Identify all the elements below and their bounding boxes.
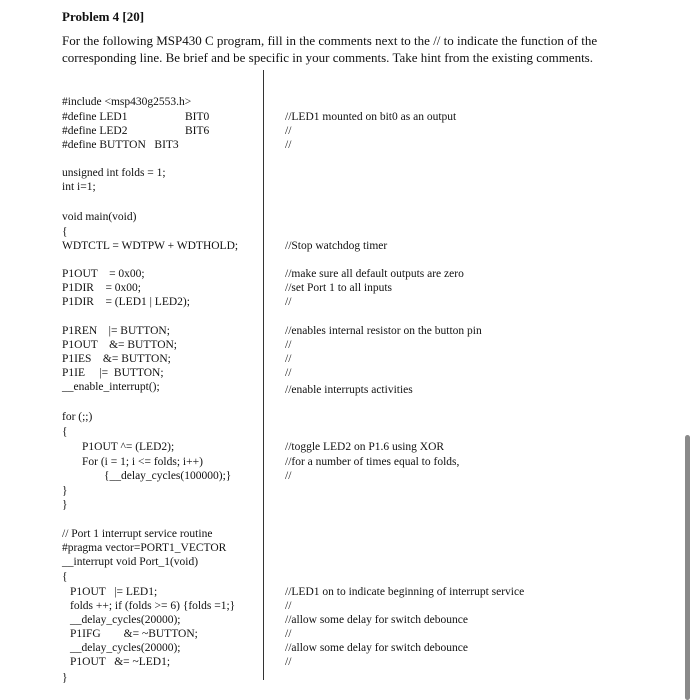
comment-folds-increment: //: [285, 600, 292, 612]
comment-p1ren: //enables internal resistor on the button pin: [285, 325, 482, 337]
code-include: #include <msp430g2553.h>: [62, 96, 192, 108]
code-define-led2: #define LED2: [62, 125, 128, 137]
comment-enable-interrupt: //enable interrupts activities: [285, 384, 413, 396]
code-define-led1-value: BIT0: [185, 111, 210, 123]
code-isr-comment: // Port 1 interrupt service routine: [62, 528, 213, 540]
comment-toggle-led2: //toggle LED2 on P1.6 using XOR: [285, 441, 445, 453]
code-var-i: int i=1;: [62, 181, 96, 193]
code-p1ies: P1IES &= BUTTON;: [62, 353, 171, 365]
vertical-scrollbar[interactable]: [685, 435, 690, 700]
code-brace-open: {: [62, 571, 68, 583]
comment-p1dir-init: //set Port 1 to all inputs: [285, 282, 393, 294]
code-isr-signature: __interrupt void Port_1(void): [62, 556, 199, 568]
code-p1dir-leds: P1DIR = (LED1 | LED2);: [62, 296, 190, 308]
code-delay: {__delay_cycles(100000);}: [104, 470, 232, 482]
code-brace-open: {: [62, 226, 68, 238]
code-toggle-led2: P1OUT ^= (LED2);: [82, 441, 175, 453]
code-brace-close: }: [62, 485, 68, 497]
comment-p1dir-leds: //: [285, 296, 292, 308]
comment-led1-off: //: [285, 656, 292, 668]
code-for-loop: for (;;): [62, 411, 93, 423]
code-p1out-init: P1OUT = 0x00;: [62, 268, 145, 280]
code-led1-off: P1OUT &= ~LED1;: [70, 656, 171, 668]
comment-define-led1: //LED1 mounted on bit0 as an output: [285, 111, 457, 123]
comment-delay-2: //allow some delay for switch debounce: [285, 642, 468, 654]
comment-inner-for: //for a number of times equal to folds,: [285, 456, 460, 468]
code-p1ie: P1IE |= BUTTON;: [62, 367, 164, 379]
comment-clear-flag: //: [285, 628, 292, 640]
code-brace-close: }: [62, 672, 68, 684]
comment-watchdog: //Stop watchdog timer: [285, 240, 388, 252]
comment-p1ies: //: [285, 353, 292, 365]
comment-define-button: //: [285, 139, 292, 151]
comment-p1out-init: //make sure all default outputs are zero: [285, 268, 464, 280]
code-inner-for: For (i = 1; i <= folds; i++): [82, 456, 203, 468]
code-brace-open: {: [62, 426, 68, 438]
code-watchdog: WDTCTL = WDTPW + WDTHOLD;: [62, 240, 239, 252]
code-brace-close: }: [62, 499, 68, 511]
comment-define-led2: //: [285, 125, 292, 137]
comment-delay-1: //allow some delay for switch debounce: [285, 614, 468, 626]
comment-delay: //: [285, 470, 292, 482]
code-define-led2-value: BIT6: [185, 125, 210, 137]
comment-p1out-button: //: [285, 339, 292, 351]
code-p1ren: P1REN |= BUTTON;: [62, 325, 170, 337]
code-p1out-button: P1OUT &= BUTTON;: [62, 339, 177, 351]
column-divider: [263, 70, 264, 680]
code-p1dir-init: P1DIR = 0x00;: [62, 282, 142, 294]
code-main: void main(void): [62, 211, 137, 223]
code-led1-on: P1OUT |= LED1;: [70, 586, 158, 598]
code-define-led1: #define LED1: [62, 111, 128, 123]
problem-instructions: For the following MSP430 C program, fill in the comments next to the // to indicate the function of the corresponding line. Be brief and be specific in your comments. Take hint from the existing comments.: [62, 33, 598, 65]
code-folds-increment: folds ++; if (folds >= 6) {folds =1;}: [70, 600, 236, 612]
code-delay-1: __delay_cycles(20000);: [70, 614, 181, 626]
code-var-folds: unsigned int folds = 1;: [62, 167, 166, 179]
code-enable-interrupt: __enable_interrupt();: [62, 381, 160, 393]
comment-led1-on: //LED1 on to indicate beginning of interrupt service: [285, 586, 525, 598]
code-pragma: #pragma vector=PORT1_VECTOR: [62, 542, 227, 554]
code-delay-2: __delay_cycles(20000);: [70, 642, 181, 654]
problem-title: Problem 4 [20]: [62, 9, 145, 24]
code-define-button: #define BUTTON BIT3: [62, 139, 179, 151]
comment-p1ie: //: [285, 367, 292, 379]
code-clear-flag: P1IFG &= ~BUTTON;: [70, 628, 198, 640]
